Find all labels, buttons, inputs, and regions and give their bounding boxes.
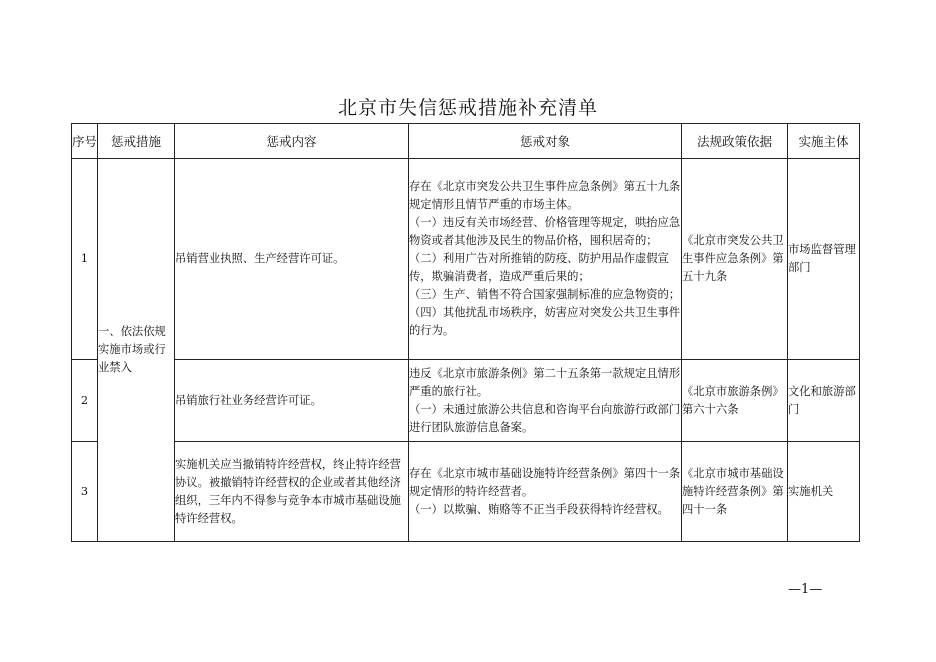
table-header-row [72,124,860,159]
content-cell: 实施机关应当撤销特许经营权，终止特许经营协议。被撤销特许经营权的企业或者其他经济组织，三年内不得参与竞争本市城市基础设施特许经营权。 [175,442,409,542]
table-row [72,442,860,542]
header-measure: 惩戒措施 [98,124,175,159]
target-line: （一）违反有关市场经营、价格管理等规定，哄抬应急物资或者其他涉及民生的物品价格，囤积居奇的； [409,216,681,247]
header-subject: 实施主体 [788,124,860,159]
measure-group-text: 一、依法依规实施市场或行业禁入 [98,325,166,374]
header-basis: 法规政策依据 [682,124,788,159]
table-row [72,159,860,360]
basis-cell: 《北京市突发公共卫生事件应急条例》第五十九条 [682,159,788,360]
header-target: 惩戒对象 [409,124,682,159]
target-line: （二）利用广告对所推销的防疫、防护用品作虚假宣传，欺骗消费者，造成严重后果的； [409,252,669,283]
document-title: 北京市失信惩戒措施补充清单 [337,97,598,119]
header-content: 惩戒内容 [175,124,409,159]
target-line: （四）其他扰乱市场秩序，妨害应对突发公共卫生事件的行为。 [409,306,681,337]
target-line: （一）未通过旅游公共信息和咨询平台向旅游行政部门进行团队旅游信息备案。 [409,402,681,434]
measures-table [71,123,860,542]
subject-cell: 实施机关 [788,442,860,542]
target-cell [409,442,682,542]
header-no: 序号 [72,124,98,159]
table-row [72,360,860,442]
target-line: 存在《北京市城市基础设施特许经营条例》第四十一条规定情形的特许经营者。 [409,466,681,498]
target-cell [409,360,682,442]
target-line: 存在《北京市突发公共卫生事件应急条例》第五十九条规定情形且情节严重的市场主体。 [409,180,681,211]
basis-cell: 《北京市城市基础设施特许经营条例》第四十一条 [682,442,788,542]
row-number: 2 [72,360,98,442]
row-number: 3 [72,442,98,542]
target-line: （三）生产、销售不符合国家强制标准的应急物资的； [409,288,681,301]
page-number: —1— [788,582,823,597]
target-cell [409,159,682,360]
basis-cell: 《北京市旅游条例》第六十六条 [682,360,788,442]
content-cell: 吊销旅行社业务经营许可证。 [175,360,409,442]
row-number: 1 [72,159,98,360]
subject-cell: 文化和旅游部门 [788,360,860,442]
target-line: （一）以欺骗、贿赂等不正当手段获得特许经营权。 [409,502,669,516]
content-cell: 吊销营业执照、生产经营许可证。 [175,159,409,360]
subject-cell: 市场监督管理部门 [788,159,860,360]
target-line: 违反《北京市旅游条例》第二十五条第一款规定且情形严重的旅行社。 [409,366,681,398]
measure-group-cell [98,159,175,542]
